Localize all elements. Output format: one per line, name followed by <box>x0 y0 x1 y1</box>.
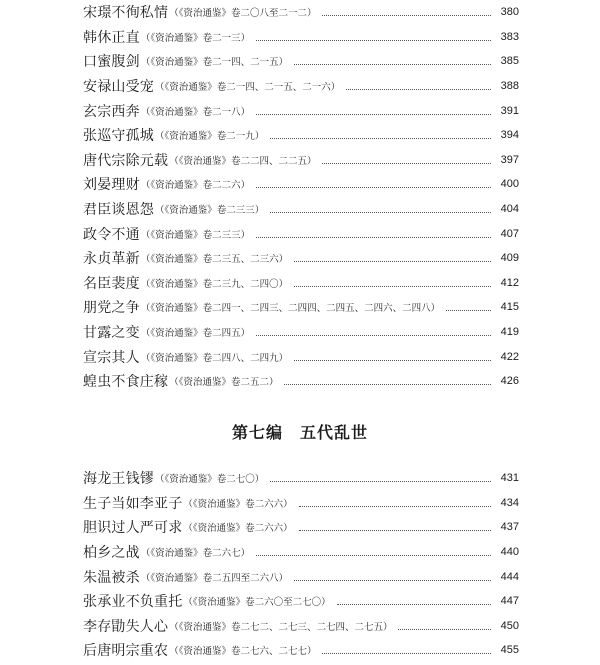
toc-entry[interactable] <box>83 25 519 50</box>
toc-entry[interactable] <box>83 540 519 565</box>
entry-source: （《资治通鉴》卷二一三） <box>140 32 251 44</box>
entry-source: （《资治通鉴》卷二四八、二四九） <box>140 352 289 364</box>
entry-title: 政令不通 <box>83 226 140 243</box>
entry-title: 唐代宗除元载 <box>83 152 169 169</box>
entry-title: 后唐明宗重农 <box>83 643 169 660</box>
dot-leader <box>270 480 491 482</box>
entry-page-number: 404 <box>500 203 519 216</box>
entry-page-number: 447 <box>500 595 519 608</box>
dot-leader <box>256 236 491 238</box>
entry-title: 朱温被杀 <box>83 569 140 586</box>
entry-title: 张巡守孤城 <box>83 128 154 145</box>
entry-source: （《资治通鉴》卷二六七） <box>140 548 251 560</box>
entry-title: 蝗虫不食庄稼 <box>83 374 169 391</box>
toc-entry[interactable] <box>83 197 519 222</box>
toc-list-before <box>83 0 519 394</box>
entry-title: 永贞革新 <box>83 251 140 268</box>
entry-page-number: 397 <box>500 153 519 166</box>
entry-page-number: 415 <box>500 301 519 314</box>
toc-entry[interactable] <box>83 515 519 540</box>
toc-entry[interactable] <box>83 614 519 639</box>
entry-source: （《资治通鉴》卷二二六） <box>140 180 251 192</box>
toc-entry[interactable] <box>83 295 519 320</box>
entry-source: （《资治通鉴》卷二五二） <box>169 377 279 389</box>
toc-entry[interactable] <box>83 344 519 369</box>
entry-page-number: 440 <box>500 546 519 559</box>
entry-title: 生子当如李亚子 <box>83 495 183 512</box>
dot-leader <box>299 529 491 531</box>
entry-source: （《资治通鉴》卷二一四、二一五） <box>140 57 289 69</box>
entry-source: （《资治通鉴》卷二三三） <box>140 229 251 241</box>
entry-title: 李存勖失人心 <box>83 618 169 635</box>
toc-entry[interactable] <box>83 98 519 123</box>
entry-page-number: 394 <box>500 129 519 142</box>
entry-page-number: 412 <box>500 276 519 289</box>
entry-source: （《资治通鉴》卷二六〇至二七〇） <box>183 597 331 609</box>
entry-source: （《资治通鉴》卷二四一、二四三、二四四、二四五、二四六、二四八） <box>140 303 441 315</box>
toc-entry[interactable] <box>83 369 519 394</box>
entry-source: （《资治通鉴》卷二〇八至二一二） <box>169 8 317 20</box>
entry-source: （《资治通鉴》卷二七二、二七三、二七四、二七五） <box>169 621 393 633</box>
dot-leader <box>294 260 491 262</box>
entry-page-number: 455 <box>500 644 519 657</box>
dot-leader <box>256 554 491 556</box>
entry-source: （《资治通鉴》卷二二四、二二五） <box>169 155 317 167</box>
entry-page-number: 422 <box>500 350 519 363</box>
toc-entry[interactable] <box>83 564 519 589</box>
entry-source: （《资治通鉴》卷二三三） <box>155 205 265 217</box>
entry-page-number: 407 <box>500 227 519 240</box>
entry-page-number: 434 <box>500 496 519 509</box>
entry-source: （《资治通鉴》卷二七六、二七七） <box>169 646 317 658</box>
entry-page-number: 409 <box>500 252 519 265</box>
entry-source: （《资治通鉴》卷二七〇） <box>155 474 265 486</box>
dot-leader <box>294 579 491 581</box>
dot-leader <box>256 334 491 336</box>
toc-entry[interactable] <box>83 246 519 271</box>
dot-leader <box>346 88 491 90</box>
toc-entry[interactable] <box>83 466 519 491</box>
dot-leader <box>256 113 491 115</box>
dot-leader <box>270 211 491 213</box>
dot-leader <box>446 309 491 311</box>
toc-entry[interactable] <box>83 148 519 173</box>
entry-title: 口蜜腹剑 <box>83 54 140 71</box>
toc-entry[interactable] <box>83 491 519 516</box>
toc-entry[interactable] <box>83 74 519 99</box>
dot-leader <box>299 505 491 507</box>
toc-entry[interactable] <box>83 638 519 663</box>
entry-source: （《资治通鉴》卷二六六） <box>183 523 293 535</box>
entry-page-number: 426 <box>500 375 519 388</box>
dot-leader <box>322 652 491 654</box>
entry-title: 朋党之争 <box>83 300 140 317</box>
entry-source: （《资治通鉴》卷二六六） <box>183 498 293 510</box>
entry-source: （《资治通鉴》卷二三九、二四〇） <box>140 278 289 290</box>
entry-page-number: 431 <box>500 472 519 485</box>
toc-entry[interactable] <box>83 589 519 614</box>
dot-leader <box>294 285 491 287</box>
entry-page-number: 385 <box>500 55 519 68</box>
entry-page-number: 383 <box>500 30 519 43</box>
entry-page-number: 444 <box>500 570 519 583</box>
entry-source: （《资治通鉴》卷二五四至二六八） <box>140 572 289 584</box>
entry-source: （《资治通鉴》卷二四五） <box>140 328 251 340</box>
entry-title: 柏乡之战 <box>83 545 140 562</box>
dot-leader <box>270 137 491 139</box>
toc-entry[interactable] <box>83 49 519 74</box>
entry-title: 宣宗其人 <box>83 349 140 366</box>
toc-entry[interactable] <box>83 123 519 148</box>
entry-title: 甘露之变 <box>83 325 140 342</box>
entry-title: 胆识过人严可求 <box>83 520 183 537</box>
entry-source: （《资治通鉴》卷二三五、二三六） <box>140 254 289 266</box>
toc-entry[interactable] <box>83 320 519 345</box>
dot-leader <box>284 383 491 385</box>
entry-title: 安禄山受宠 <box>83 79 154 96</box>
toc-entry[interactable] <box>83 0 519 25</box>
toc-entry[interactable] <box>83 172 519 197</box>
entry-page-number: 380 <box>500 6 519 19</box>
toc-entry[interactable] <box>83 271 519 296</box>
toc-entry[interactable] <box>83 221 519 246</box>
dot-leader <box>398 628 491 630</box>
entry-page-number: 391 <box>500 104 519 117</box>
entry-page-number: 400 <box>500 178 519 191</box>
dot-leader <box>256 186 491 188</box>
entry-title: 君臣谈恩怨 <box>83 202 154 219</box>
dot-leader <box>294 359 491 361</box>
dot-leader <box>294 63 491 65</box>
dot-leader <box>337 603 491 605</box>
entry-source: （《资治通鉴》卷二一四、二一五、二一六） <box>155 82 341 94</box>
section-heading: 第七编 五代乱世 <box>231 423 368 442</box>
entry-title: 玄宗西奔 <box>83 103 140 120</box>
entry-source: （《资治通鉴》卷二一九） <box>155 131 265 143</box>
entry-page-number: 450 <box>500 619 519 632</box>
dot-leader <box>322 162 491 164</box>
entry-page-number: 419 <box>500 326 519 339</box>
dot-leader <box>322 14 491 16</box>
entry-page-number: 388 <box>500 80 519 93</box>
entry-title: 宋璟不徇私情 <box>83 5 169 22</box>
dot-leader <box>256 39 491 41</box>
entry-title: 刘晏理财 <box>83 177 140 194</box>
toc-list-after <box>83 466 519 663</box>
entry-source: （《资治通鉴》卷二一八） <box>140 106 251 118</box>
entry-title: 张承业不负重托 <box>83 594 183 611</box>
entry-page-number: 437 <box>500 521 519 534</box>
entry-title: 名臣裴度 <box>83 275 140 292</box>
entry-title: 韩休正直 <box>83 29 140 46</box>
entry-title: 海龙王钱镠 <box>83 471 154 488</box>
